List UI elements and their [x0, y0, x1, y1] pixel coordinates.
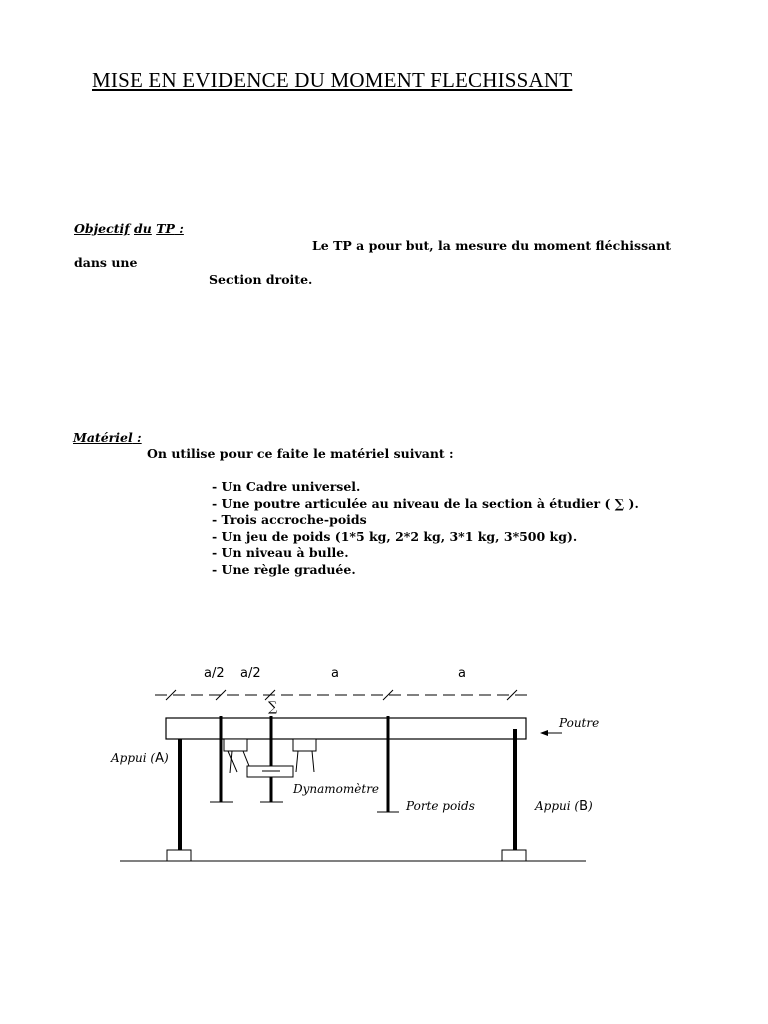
objective-heading-word2: du — [133, 221, 152, 236]
list-item: - Une règle graduée. — [212, 561, 356, 577]
appui-b-label — [534, 799, 593, 814]
appui-a-letter: A — [155, 751, 164, 766]
dynamometer-bracket-right — [293, 739, 316, 751]
support-base-a — [167, 850, 191, 861]
materiel-heading-colon: : — [132, 430, 142, 445]
objective-line-1: Le TP a pour but, la mesure du moment fléchissant — [312, 238, 672, 253]
link-line — [230, 751, 232, 773]
section-sigma-symbol: ∑ — [268, 700, 278, 715]
appui-a-label — [110, 751, 169, 766]
list-item: - Une poutre articulée au niveau de la section à étudier ( ∑ ). — [212, 495, 639, 511]
materiel-intro: On utilise pour ce faite le matériel suivant : — [147, 446, 454, 461]
appui-b-letter: B — [579, 799, 589, 814]
appui-b-suffix: ) — [588, 799, 593, 813]
dynamometre-label: Dynamomètre — [293, 782, 380, 796]
list-item: - Un jeu de poids (1*5 kg, 2*2 kg, 3*1 kg, 3*500 kg). — [212, 528, 578, 544]
link-line — [296, 751, 298, 772]
objective-heading-word3: TP — [156, 221, 175, 236]
poutre-label: Poutre — [559, 716, 600, 730]
appui-b-prefix: Appui ( — [535, 799, 580, 813]
dim-label-a-1: a — [331, 666, 339, 681]
objective-line-3: Section droite. — [209, 272, 313, 287]
list-item: - Un niveau à bulle. — [212, 545, 349, 561]
appui-a-suffix: ) — [164, 751, 169, 765]
page-title: MISE EN EVIDENCE DU MOMENT FLECHISSANT — [92, 68, 573, 92]
dim-label-a-2: a — [458, 666, 466, 681]
objective-heading-word1: Objectif — [74, 221, 130, 236]
link-line — [243, 751, 249, 766]
poutre-arrow-head — [540, 730, 548, 736]
objective-line-2: dans une — [74, 255, 138, 270]
list-item: - Trois accroche-poids — [212, 512, 367, 528]
materiel-heading-word: Matériel — [73, 430, 133, 445]
appui-a-prefix: Appui ( — [111, 751, 156, 765]
support-base-b — [502, 850, 526, 861]
objective-heading-colon: : — [174, 221, 184, 236]
porte-poids-label: Porte poids — [406, 799, 475, 813]
link-line — [312, 751, 314, 772]
dim-label-a-half-1: a/2 — [204, 666, 225, 681]
dim-label-a-half-2: a/2 — [240, 666, 261, 681]
dynamometer-bracket-left — [224, 739, 247, 751]
link-line — [228, 751, 237, 772]
list-item: - Un Cadre universel. — [212, 479, 361, 494]
